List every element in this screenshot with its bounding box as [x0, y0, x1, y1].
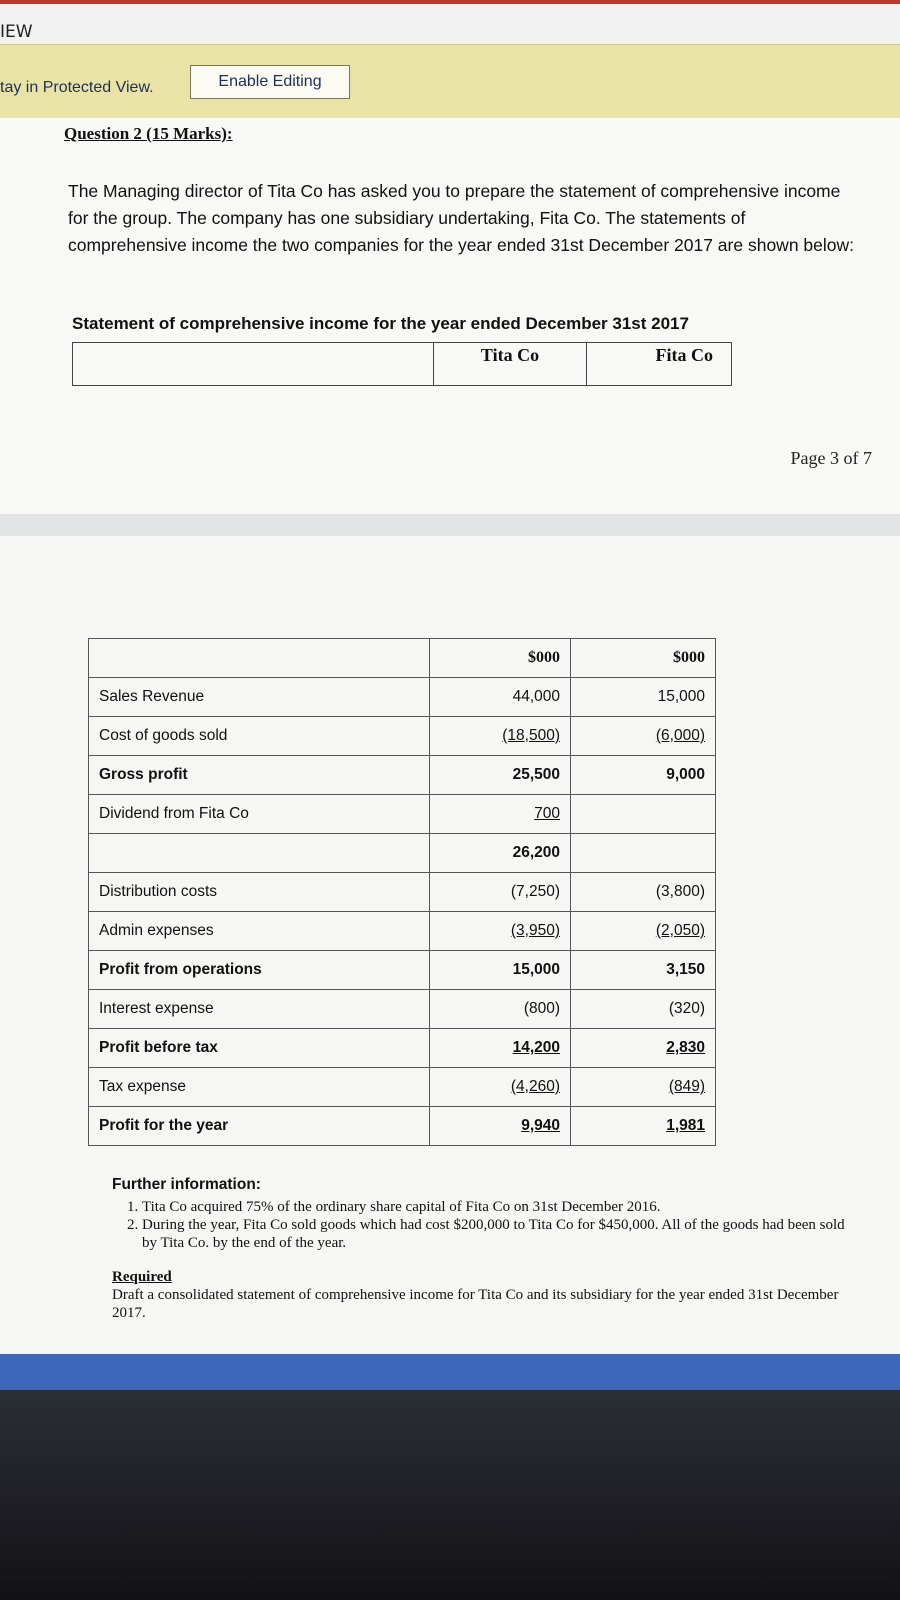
taskbar-strip	[0, 1354, 900, 1390]
required-text: Draft a consolidated statement of comprehensive income for Tita Co and its subsidiary for the year ended 31st December 2017.	[112, 1287, 839, 1321]
page-gap	[0, 514, 900, 536]
table-header-row	[89, 639, 716, 678]
cell-tita: 26,200	[430, 834, 571, 873]
cell-fita	[571, 795, 716, 834]
cell-fita: (3,800)	[571, 873, 716, 912]
table-row	[89, 678, 716, 717]
cell-fita: 3,150	[571, 951, 716, 990]
table-header-label	[89, 639, 430, 678]
cell-fita	[571, 1107, 716, 1146]
table-row	[89, 990, 716, 1029]
cell-value: (4,260)	[510, 1078, 560, 1095]
table-row	[89, 873, 716, 912]
cell-tita	[430, 795, 571, 834]
further-item-1: 1. Tita Co acquired 75% of the ordinary share capital of Fita Co on 31st December 2016.	[142, 1198, 852, 1216]
cell-label	[89, 834, 430, 873]
statement-title: Statement of comprehensive income for the year ended December 31st 2017	[72, 314, 689, 333]
table-header-tita: $000	[430, 639, 571, 678]
table-row	[89, 795, 716, 834]
cell-label: Profit before tax	[89, 1029, 430, 1068]
required-section	[112, 1268, 852, 1322]
enable-editing-button[interactable]: Enable Editing	[190, 65, 350, 99]
cell-value: 1,981	[666, 1117, 705, 1134]
cell-tita: 25,500	[430, 756, 571, 795]
cell-label: Admin expenses	[89, 912, 430, 951]
table-row	[89, 912, 716, 951]
cell-tita	[430, 912, 571, 951]
further-information	[112, 1176, 852, 1322]
cell-fita	[571, 912, 716, 951]
table-row	[89, 1107, 716, 1146]
cell-value: 700	[534, 805, 560, 822]
cell-tita	[430, 1029, 571, 1068]
further-list	[112, 1198, 852, 1252]
cell-fita	[571, 834, 716, 873]
cell-fita: (320)	[571, 990, 716, 1029]
cell-value: (2,050)	[655, 922, 705, 939]
cell-label: Profit from operations	[89, 951, 430, 990]
table-row	[89, 717, 716, 756]
question-title: Question 2 (15 Marks):	[64, 124, 233, 143]
cell-label: Sales Revenue	[89, 678, 430, 717]
cell-tita: (7,250)	[430, 873, 571, 912]
cell-tita	[430, 1107, 571, 1146]
cell-tita: (800)	[430, 990, 571, 1029]
protected-view-message: tay in Protected View.	[0, 79, 154, 96]
cell-fita	[571, 1068, 716, 1107]
protected-view-bar	[0, 44, 900, 120]
further-title: Further information:	[112, 1176, 261, 1193]
cell-label: Cost of goods sold	[89, 717, 430, 756]
cell-tita: 15,000	[430, 951, 571, 990]
cell-label: Distribution costs	[89, 873, 430, 912]
document-page-4	[0, 536, 900, 1354]
cell-tita	[430, 1068, 571, 1107]
table-row	[89, 1029, 716, 1068]
cell-value: 9,940	[521, 1117, 560, 1134]
income-statement-table	[88, 638, 716, 1146]
cell-value: 2,830	[666, 1039, 705, 1056]
table-row	[89, 834, 716, 873]
header-label-cell	[73, 343, 434, 385]
header-tita-co: Tita Co	[434, 343, 587, 385]
document-page-3	[0, 118, 900, 514]
table-row	[89, 1068, 716, 1107]
monitor-bezel	[0, 1390, 900, 1600]
cell-fita: 15,000	[571, 678, 716, 717]
table-row	[89, 756, 716, 795]
cell-label: Profit for the year	[89, 1107, 430, 1146]
cell-value: (849)	[668, 1078, 705, 1095]
statement-header-table	[72, 342, 732, 386]
cell-label: Tax expense	[89, 1068, 430, 1107]
required-title: Required	[112, 1269, 172, 1285]
ribbon-bar	[0, 0, 900, 44]
cell-fita	[571, 1029, 716, 1068]
cell-tita: 44,000	[430, 678, 571, 717]
view-tab[interactable]: IEW	[0, 22, 33, 42]
cell-fita	[571, 717, 716, 756]
page-number: Page 3 of 7	[790, 448, 872, 468]
cell-label: Gross profit	[89, 756, 430, 795]
table-header-fita: $000	[571, 639, 716, 678]
further-item-2: 2. During the year, Fita Co sold goods which had cost $200,000 to Tita Co for $450,000. All of the goods had been sold by Tita Co. by the end of the year.	[142, 1216, 852, 1252]
cell-fita: 9,000	[571, 756, 716, 795]
intro-paragraph: The Managing director of Tita Co has asked you to prepare the statement of comprehensive income for the group. The company has one subsidiary undertaking, Fita Co. The statements of comprehensive income the two companies for the year ended 31st December 2017 are shown below:	[68, 181, 854, 255]
cell-value: (6,000)	[655, 727, 705, 744]
cell-label: Interest expense	[89, 990, 430, 1029]
cell-tita	[430, 717, 571, 756]
table-row	[89, 951, 716, 990]
header-fita-co: Fita Co	[655, 345, 713, 365]
cell-value: (3,950)	[510, 922, 560, 939]
cell-label: Dividend from Fita Co	[89, 795, 430, 834]
cell-value: 14,200	[512, 1039, 560, 1056]
cell-value: (18,500)	[502, 727, 560, 744]
